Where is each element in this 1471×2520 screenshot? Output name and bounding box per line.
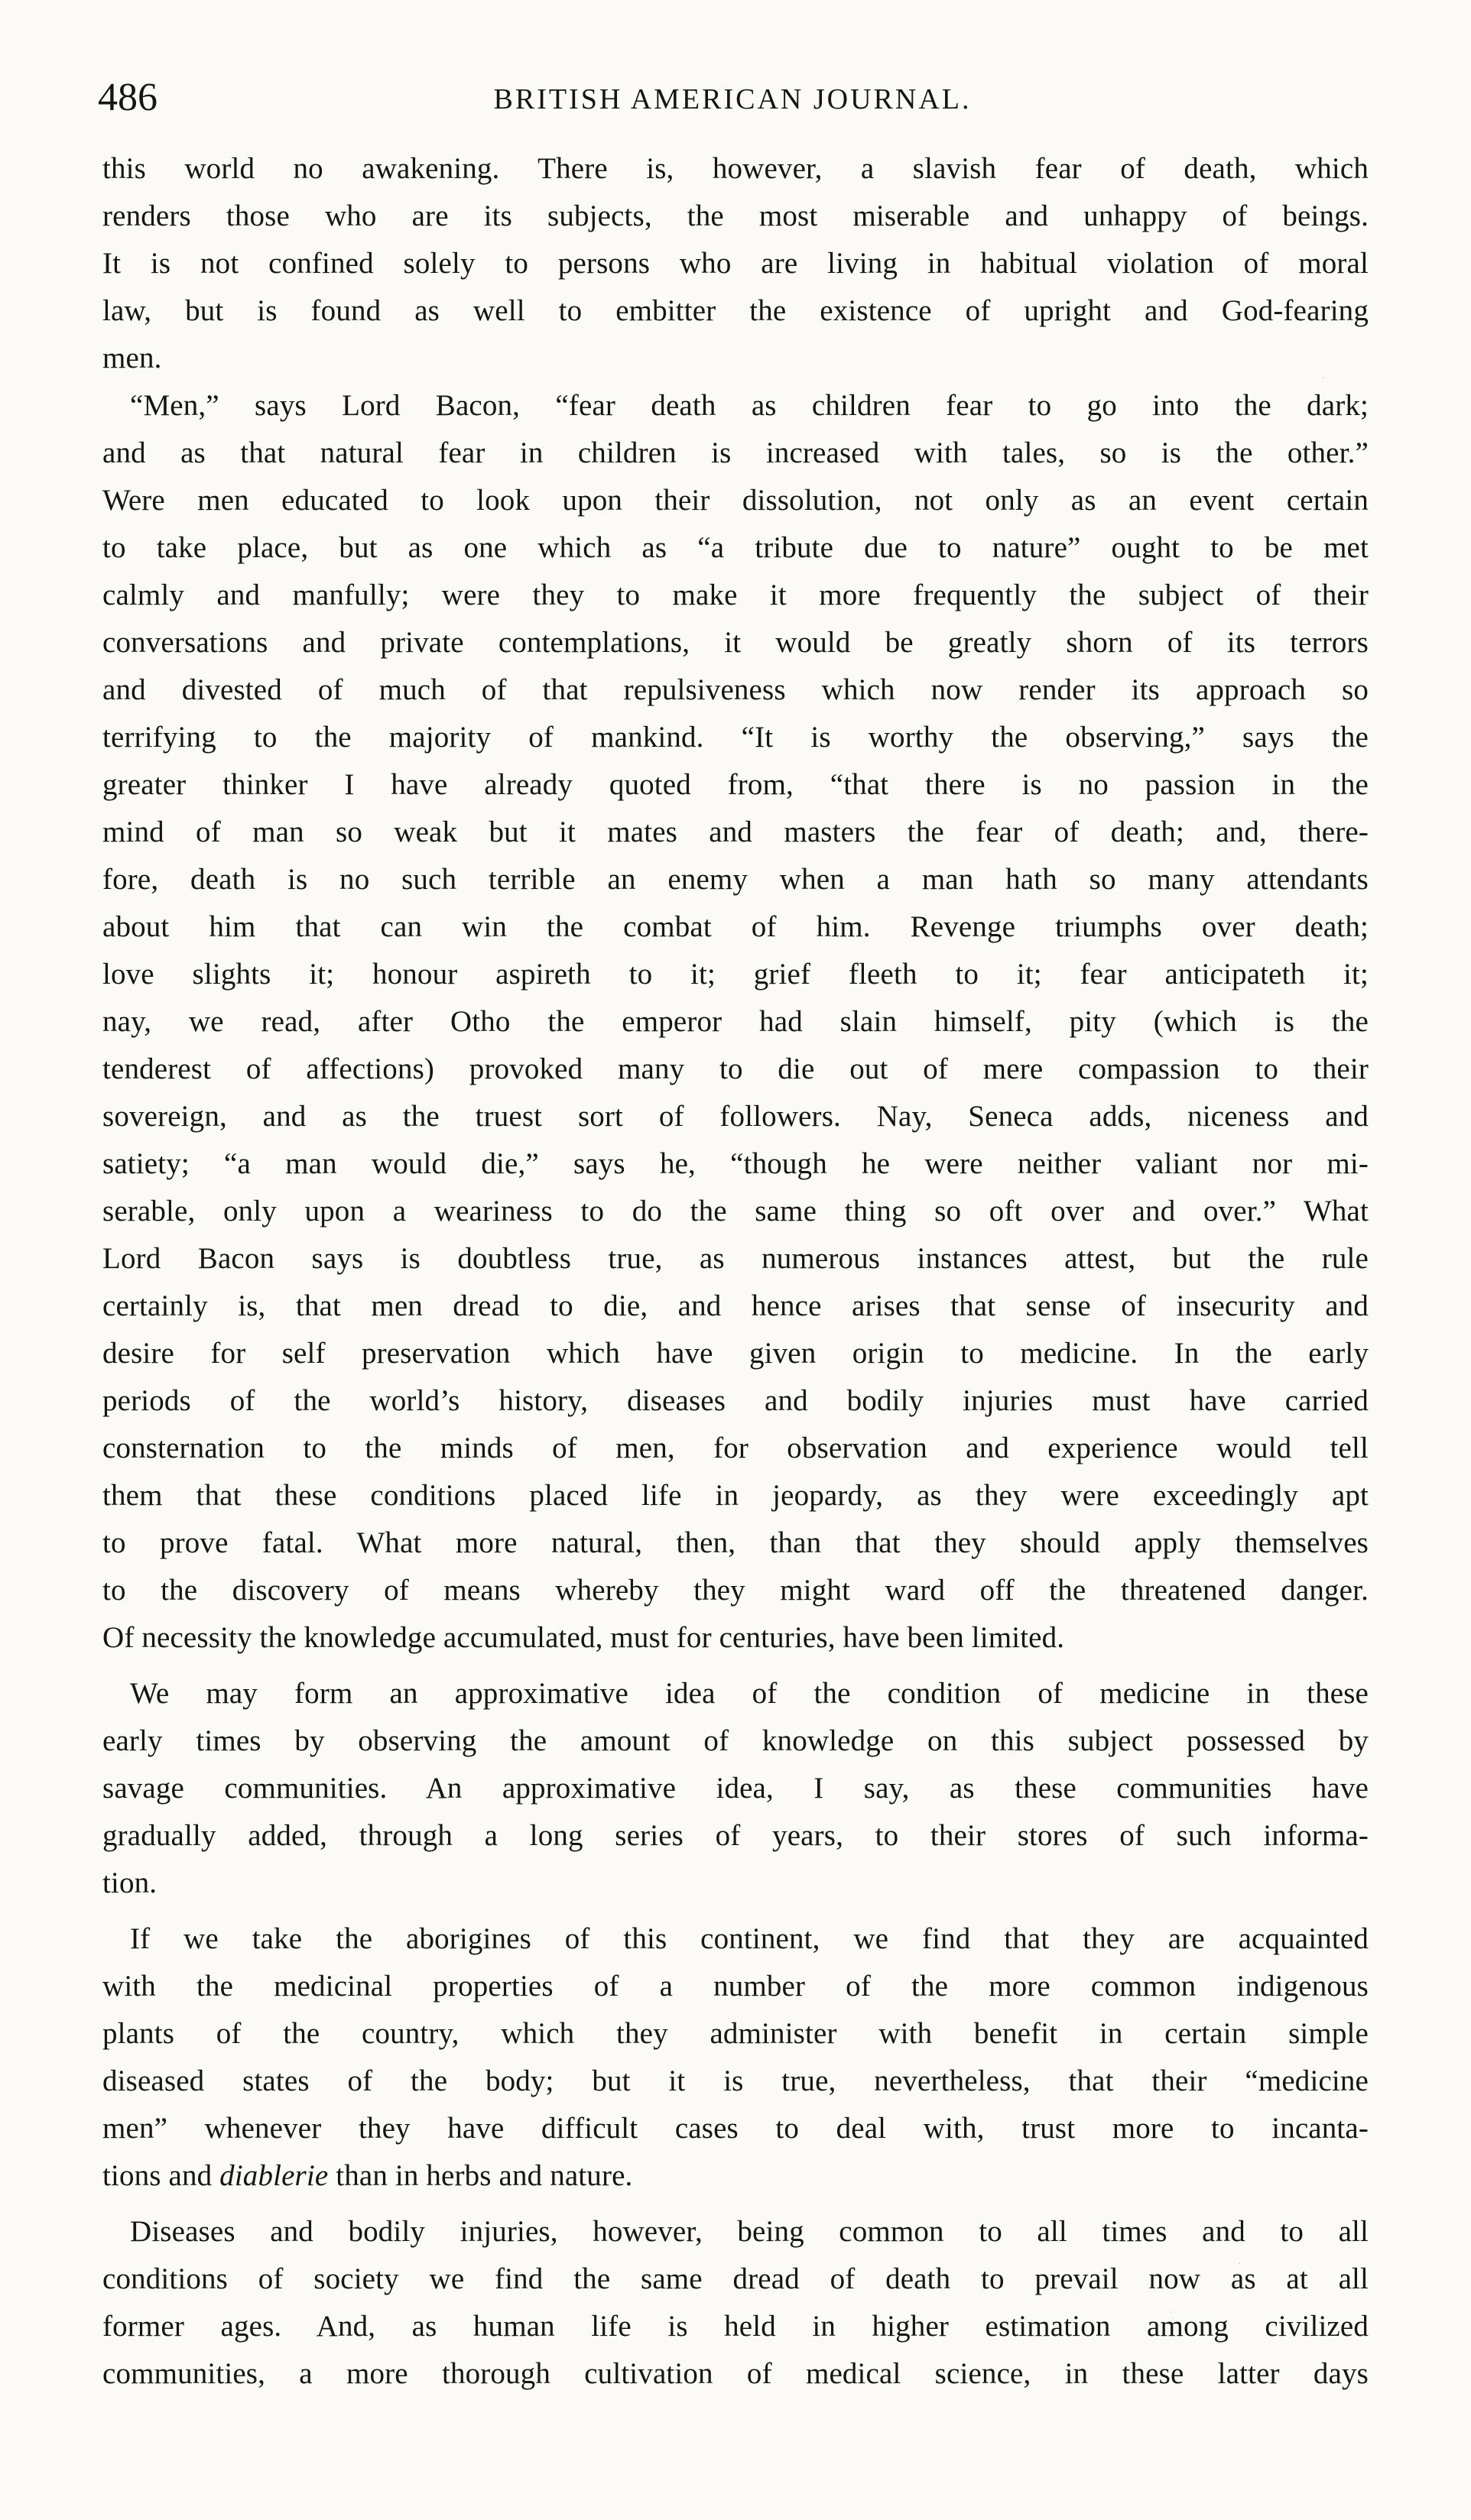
italic-term: diablerie [219, 2159, 329, 2192]
paper-speck [1323, 377, 1324, 378]
paragraph-1 [102, 145, 1369, 382]
text-line: We may form an approximative idea of the condition of medicine in these [130, 1677, 1369, 1710]
text-line: communities, a more thorough cultivation of medical science, in these latter days [102, 2357, 1369, 2390]
text-line: Lord Bacon says is doubtless true, as numerous instances attest, but the rule [102, 1242, 1369, 1275]
paragraph-5 [102, 2208, 1369, 2398]
paragraph-3 [102, 1670, 1369, 1907]
text-line: sovereign, and as the truest sort of followers. Nay, Seneca adds, niceness and [102, 1100, 1369, 1133]
text-line: diseased states of the body; but it is true, nevertheless, that their “medicine [102, 2064, 1369, 2097]
text-line: mind of man so weak but it mates and masters the fear of death; and, there- [102, 816, 1369, 848]
text-line: “Men,” says Lord Bacon, “fear death as children fear to go into the dark; [130, 389, 1369, 422]
running-head [98, 71, 1367, 125]
text-line: early times by observing the amount of knowledge on this subject possessed by [102, 1724, 1369, 1757]
text-line: consternation to the minds of men, for observation and experience would tell [102, 1432, 1369, 1464]
text-line: savage communities. An approximative idea, I say, as these communities have [102, 1772, 1369, 1805]
text-line: to take place, but as one which as “a tribute due to nature” ought to be met [102, 531, 1369, 564]
text-line: fore, death is no such terrible an enemy when a man hath so many attendants [102, 863, 1369, 896]
text-line: renders those who are its subjects, the most miserable and unhappy of beings. [102, 199, 1369, 232]
text-line: to prove fatal. What more natural, then, than that they should apply themselves [102, 1526, 1369, 1559]
text-line: serable, only upon a weariness to do the same thing so oft over and over.” What [102, 1195, 1369, 1228]
text-line: It is not confined solely to persons who are living in habitual violation of moral [102, 247, 1369, 280]
text-line [102, 2152, 1369, 2200]
paragraph-spacer [102, 1907, 1369, 1915]
text-line: conditions of society we find the same dread of death to prevail now as at all [102, 2262, 1369, 2295]
text-line: tion. [102, 1866, 157, 1899]
text-line: this world no awakening. There is, however, a slavish fear of death, which [102, 152, 1369, 185]
text-line: Of necessity the knowledge accumulated, must for centuries, have been limited. [102, 1621, 1065, 1654]
journal-title: BRITISH AMERICAN JOURNAL. [493, 83, 972, 115]
paper-speck [1239, 2262, 1240, 2264]
text-line: with the medicinal properties of a number of the more common indigenous [102, 1970, 1369, 2003]
text-line: greater thinker I have already quoted from, “that there is no passion in the [102, 768, 1369, 801]
text-line: them that these conditions placed life in jeopardy, as they were exceedingly apt [102, 1479, 1369, 1512]
text-line: Were men educated to look upon their dissolution, not only as an event certain [102, 484, 1369, 517]
text-line: gradually added, through a long series of years, to their stores of such informa- [102, 1819, 1369, 1852]
paper-speck [1170, 2311, 1171, 2313]
text-line: certainly is, that men dread to die, and hence arises that sense of insecurity and [102, 1289, 1369, 1322]
text-line: men” whenever they have difficult cases to deal with, trust more to incanta- [102, 2112, 1369, 2145]
paragraph-4 [102, 1915, 1369, 2200]
text-line: tenderest of affections) provoked many to die out of mere compassion to their [102, 1052, 1369, 1085]
text-line: and divested of much of that repulsiveness which now render its approach so [102, 673, 1369, 706]
text-line: former ages. And, as human life is held in higher estimation among civilized [102, 2310, 1369, 2343]
text-line: nay, we read, after Otho the emperor had slain himself, pity (which is the [102, 1005, 1369, 1038]
text-line: periods of the world’s history, diseases and bodily injuries must have carried [102, 1384, 1369, 1417]
text-line: and as that natural fear in children is increased with tales, so is the other.” [102, 436, 1369, 469]
text-line: plants of the country, which they administer with benefit in certain simple [102, 2017, 1369, 2050]
text-fragment: than in herbs and nature. [328, 2159, 633, 2192]
text-line: Diseases and bodily injuries, however, being common to all times and to all [130, 2215, 1369, 2248]
text-line: conversations and private contemplations, it would be greatly shorn of its terrors [102, 626, 1369, 659]
text-line: law, but is found as well to embitter the existence of upright and God-fearing [102, 294, 1369, 327]
article-body [102, 145, 1369, 2398]
paragraph-2 [102, 382, 1369, 1662]
text-line: men. [102, 342, 162, 375]
paragraph-spacer [102, 1662, 1369, 1670]
text-line: terrifying to the majority of mankind. “It is worthy the observing,” says the [102, 721, 1369, 754]
text-line: desire for self preservation which have given origin to medicine. In the early [102, 1337, 1369, 1370]
text-line: satiety; “a man would die,” says he, “though he were neither valiant nor mi- [102, 1147, 1369, 1180]
text-line: If we take the aborigines of this continent, we find that they are acquainted [130, 1922, 1369, 1955]
text-line: about him that can win the combat of him. Revenge triumphs over death; [102, 910, 1369, 943]
text-fragment: tions and [102, 2159, 220, 2192]
paper-speck [1210, 966, 1211, 968]
page-number: 486 [98, 76, 157, 119]
text-line: to the discovery of means whereby they might ward off the threatened danger. [102, 1574, 1369, 1607]
paragraph-spacer [102, 2200, 1369, 2208]
text-line: calmly and manfully; were they to make it more frequently the subject of their [102, 579, 1369, 611]
text-line: love slights it; honour aspireth to it; grief fleeth to it; fear anticipateth it; [102, 958, 1369, 991]
